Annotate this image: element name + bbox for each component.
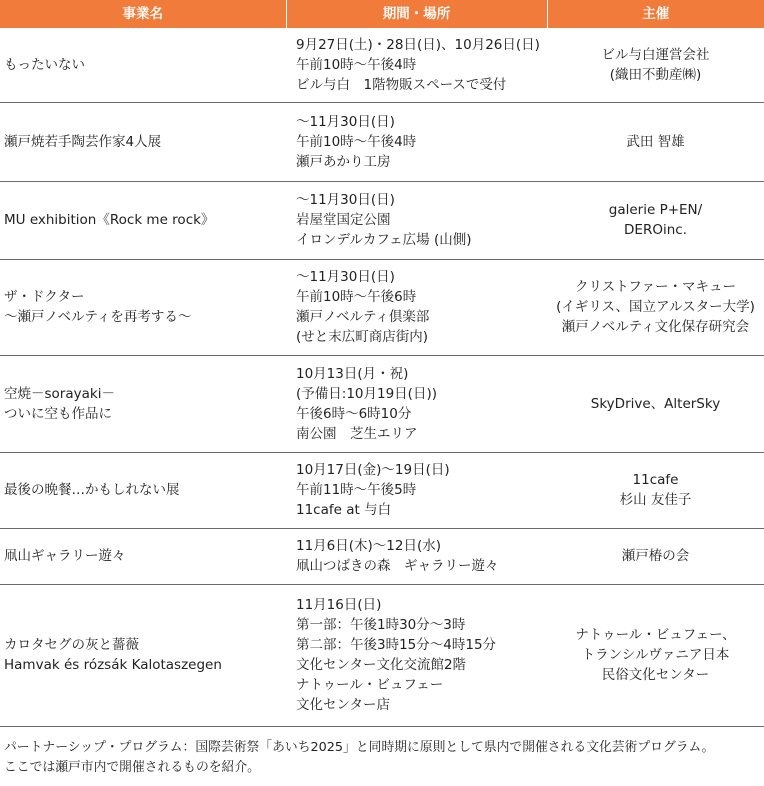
event-name-cell xyxy=(0,259,286,355)
period-line: 凧山つばきの森 ギャラリー遊々 xyxy=(296,558,499,574)
org-line: ナトゥール・ビュフェー、 xyxy=(575,627,736,643)
name-line: 凧山ギャラリー遊々 xyxy=(4,548,126,564)
period-line: 午前10時～午後4時 xyxy=(296,56,417,73)
footnote-line: ここでは瀬戸市内で開催されるものを紹介。 xyxy=(4,760,260,775)
table-body xyxy=(0,28,764,726)
period-line: 午前10時～午後4時 xyxy=(296,133,417,150)
event-name-cell xyxy=(0,28,286,102)
period-line: 文化センター店 xyxy=(296,697,390,713)
table-row xyxy=(0,102,764,181)
event-name-cell xyxy=(0,452,286,528)
table-row xyxy=(0,584,764,726)
org-line: 武田 智雄 xyxy=(626,133,685,150)
period-line: ナトゥール・ビュフェー xyxy=(296,677,444,693)
table-row xyxy=(0,355,764,452)
table-header xyxy=(0,0,764,28)
table-row xyxy=(0,259,764,355)
period-line: 9月27日(土)・28日(日)、10月26日(日) xyxy=(296,36,540,53)
name-line: もったいない xyxy=(4,56,85,73)
header-organizer: 主催 xyxy=(547,0,764,28)
organizer-cell xyxy=(547,259,764,355)
period-place-cell xyxy=(286,28,547,102)
organizer-cell xyxy=(547,355,764,452)
period-line: (予備日:10月19日(日)) xyxy=(296,385,437,402)
table-row xyxy=(0,28,764,102)
table-row xyxy=(0,528,764,584)
period-line: 10月13日(月・祝) xyxy=(296,365,409,382)
period-place-cell xyxy=(286,528,547,584)
period-line: ビル与白 1階物販スペースで受付 xyxy=(296,76,507,93)
name-line: MU exhibition《Rock me rock》 xyxy=(4,212,215,228)
period-line: ～11月30日(日) xyxy=(296,269,395,285)
organizer-cell xyxy=(547,584,764,726)
org-line: クリストファー・マキュー xyxy=(574,279,737,295)
period-line: 11月16日(日) xyxy=(296,597,382,613)
period-line: 午前11時～午後5時 xyxy=(296,482,417,498)
event-name-cell xyxy=(0,102,286,181)
table-row xyxy=(0,181,764,259)
period-line: 11cafe at 与白 xyxy=(296,502,392,518)
header-period-place: 期間・場所 xyxy=(286,0,547,28)
period-line: 瀬戸あかり工房 xyxy=(296,153,391,170)
org-line: galerie P+EN/ xyxy=(608,202,703,218)
org-line: (イギリス、国立アルスター大学) xyxy=(556,299,755,315)
period-place-cell xyxy=(286,452,547,528)
org-line: SkyDrive、AlterSky xyxy=(590,395,721,412)
org-line: 瀬戸ノベルティ文化保存研究会 xyxy=(561,319,750,335)
period-line: 瀬戸ノベルティ倶楽部 xyxy=(296,309,430,325)
name-line: ついに空も作品に xyxy=(4,405,112,422)
name-line: 空焼－sorayaki－ xyxy=(4,385,115,402)
organizer-cell xyxy=(547,102,764,181)
org-line: トランシルヴァニア日本 xyxy=(581,647,730,663)
table-row xyxy=(0,452,764,528)
org-line: 民俗文化センター xyxy=(601,667,710,683)
period-line: 文化センター文化交流館2階 xyxy=(296,657,467,673)
period-line: 午前10時～午後6時 xyxy=(296,289,417,305)
period-place-cell xyxy=(286,355,547,452)
event-name-cell xyxy=(0,584,286,726)
period-line: ～11月30日(日) xyxy=(296,113,395,130)
period-line: 10月17日(金)～19日(日) xyxy=(296,462,450,478)
period-place-cell xyxy=(286,181,547,259)
period-line: 11月6日(木)～12日(水) xyxy=(296,538,442,554)
period-line: 南公園 芝生エリア xyxy=(296,425,418,442)
period-line: ～11月30日(日) xyxy=(296,192,395,208)
period-line: 午後6時～6時10分 xyxy=(296,405,412,422)
period-line: (せと末広町商店街内) xyxy=(296,329,429,345)
organizer-cell xyxy=(547,181,764,259)
name-line: Hamvak és rózsák Kalotaszegen xyxy=(4,657,222,673)
name-line: 瀬戸焼若手陶芸作家4人展 xyxy=(4,133,162,150)
header-event-name: 事業名 xyxy=(0,0,286,28)
name-line: ～瀬戸ノベルティを再考する～ xyxy=(4,309,192,325)
event-name-cell xyxy=(0,355,286,452)
org-line: ビル与白運営会社 xyxy=(601,46,710,63)
period-line: 第一部：午後1時30分～3時 xyxy=(296,617,466,633)
org-line: 杉山 友佳子 xyxy=(619,492,692,508)
name-line: カロタセグの灰と薔薇 xyxy=(4,637,139,653)
period-line: 第二部：午後3時15分～4時15分 xyxy=(296,637,497,653)
period-place-cell xyxy=(286,584,547,726)
period-place-cell xyxy=(286,102,547,181)
period-line: 岩屋堂国定公園 xyxy=(296,212,391,228)
event-name-cell xyxy=(0,528,286,584)
name-line: ザ・ドクター xyxy=(4,289,85,305)
event-name-cell xyxy=(0,181,286,259)
period-place-cell xyxy=(286,259,547,355)
org-line: 瀬戸椿の会 xyxy=(621,548,690,564)
organizer-cell xyxy=(547,452,764,528)
organizer-cell xyxy=(547,528,764,584)
name-line: 最後の晩餐…かもしれない展 xyxy=(4,482,180,498)
org-line: (織田不動産㈱) xyxy=(609,66,702,83)
footnote-line: パートナーシップ・プログラム：国際芸術祭「あいち2025」と同時期に原則として県内で開催される文化芸術プログラム。 xyxy=(4,740,715,755)
organizer-cell xyxy=(547,28,764,102)
org-line: DEROinc. xyxy=(624,222,687,238)
org-line: 11cafe xyxy=(632,472,679,488)
period-line: イロンデルカフェ広場 (山側) xyxy=(296,232,472,248)
footnote xyxy=(4,738,760,778)
